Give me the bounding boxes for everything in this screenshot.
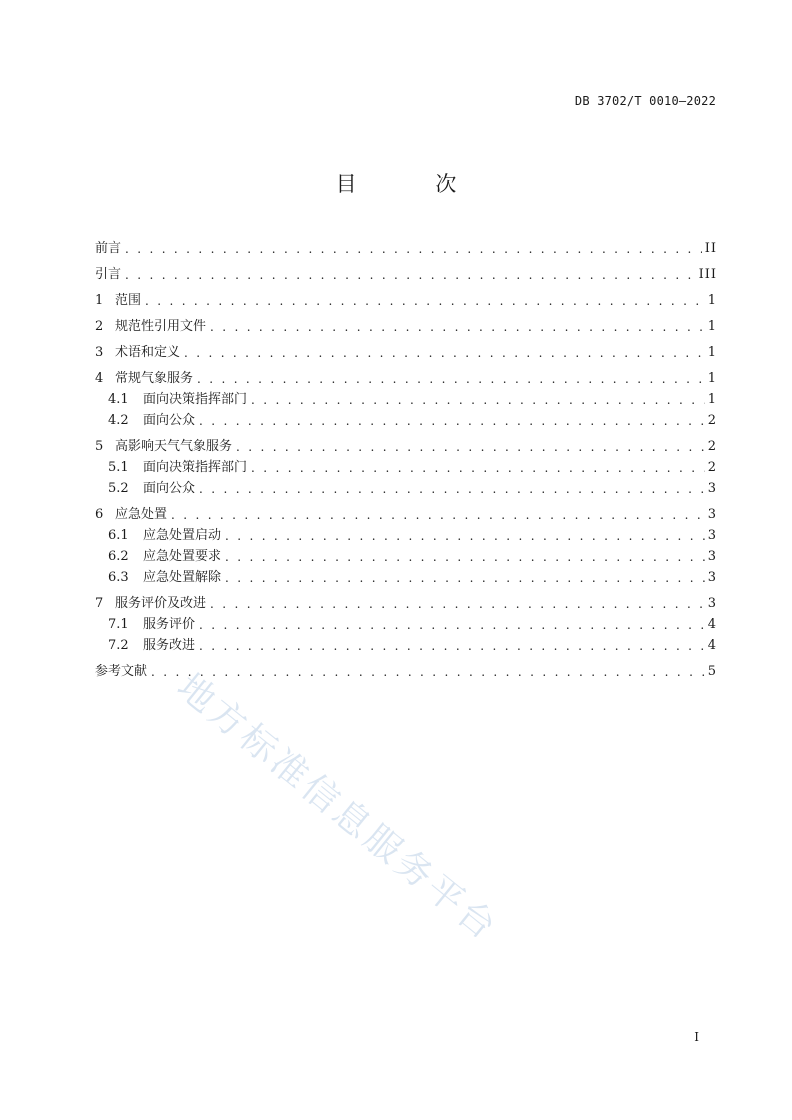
toc-dot-leader xyxy=(225,548,705,566)
toc-dot-leader xyxy=(199,412,705,430)
toc-entry-label: 规范性引用文件 xyxy=(115,319,207,334)
toc-entry[interactable] xyxy=(95,459,717,477)
toc-entry-label: 参考文献 xyxy=(95,664,148,679)
toc-entry-number: 4 xyxy=(95,371,104,386)
toc-entry-page: 1 xyxy=(707,319,717,334)
watermark: 地方标准信息服务平台 xyxy=(169,666,506,950)
toc-entry-label: 应急处置要求 xyxy=(143,549,222,564)
toc-entry[interactable] xyxy=(95,438,717,456)
toc-entry-page: II xyxy=(704,241,717,256)
toc-entry-label: 服务改进 xyxy=(143,638,196,653)
toc-dot-leader xyxy=(184,344,705,362)
page-number: I xyxy=(694,1030,699,1044)
toc-entry-label: 范围 xyxy=(115,293,142,308)
toc-dot-leader xyxy=(199,480,705,498)
toc-entry[interactable] xyxy=(95,480,717,498)
toc-entry-page: 1 xyxy=(707,345,717,360)
toc-entry-number: 4.2 xyxy=(108,413,129,428)
toc-entry-page: 3 xyxy=(707,481,717,496)
toc-entry-page: 2 xyxy=(707,439,717,454)
toc-entry[interactable] xyxy=(95,240,717,258)
toc-dot-leader xyxy=(145,292,705,310)
toc-entry-label: 高影响天气气象服务 xyxy=(115,439,233,454)
toc-dot-leader xyxy=(199,637,705,655)
toc-dot-leader xyxy=(251,459,705,477)
toc-entry[interactable] xyxy=(95,595,717,613)
toc-entry-number: 3 xyxy=(95,345,104,360)
toc-dot-leader xyxy=(236,438,705,456)
toc-entry-number: 6.2 xyxy=(108,549,129,564)
toc-entry-number: 6.1 xyxy=(108,528,129,543)
toc-entry-number: 7.2 xyxy=(108,638,129,653)
toc-entry[interactable] xyxy=(95,318,717,336)
toc-entry-page: 1 xyxy=(707,371,717,386)
toc-entry-page: 3 xyxy=(707,528,717,543)
toc-entry-page: 2 xyxy=(707,413,717,428)
toc-entry-label: 术语和定义 xyxy=(115,345,181,360)
toc-entry[interactable] xyxy=(95,292,717,310)
toc-entry-number: 4.1 xyxy=(108,392,129,407)
toc-entry[interactable] xyxy=(95,344,717,362)
toc-dot-leader xyxy=(151,663,705,681)
toc-entry-label: 应急处置解除 xyxy=(143,570,222,585)
toc-entry-page: 3 xyxy=(707,507,717,522)
toc-dot-leader xyxy=(225,527,705,545)
toc-entry[interactable] xyxy=(95,663,717,681)
toc-dot-leader xyxy=(199,616,705,634)
toc-dot-leader xyxy=(171,506,705,524)
toc-entry-number: 7.1 xyxy=(108,617,129,632)
toc-entry[interactable] xyxy=(95,527,717,545)
toc-entry-page: 1 xyxy=(707,293,717,308)
toc-entry-page: 4 xyxy=(707,617,717,632)
toc-dot-leader xyxy=(210,595,705,613)
toc-entry-page: 3 xyxy=(707,549,717,564)
toc-dot-leader xyxy=(210,318,705,336)
toc-entry-number: 2 xyxy=(95,319,104,334)
toc-dot-leader xyxy=(125,240,702,258)
toc-entry[interactable] xyxy=(95,370,717,388)
toc-entry-label: 引言 xyxy=(95,267,122,282)
toc-entry-label: 面向决策指挥部门 xyxy=(143,392,248,407)
toc-dot-leader xyxy=(125,266,696,284)
toc-entry-number: 5.1 xyxy=(108,460,129,475)
toc-dot-leader xyxy=(251,391,705,409)
toc-entry[interactable] xyxy=(95,412,717,430)
toc-entry-number: 5.2 xyxy=(108,481,129,496)
toc-entry[interactable] xyxy=(95,506,717,524)
toc-entry-number: 6 xyxy=(95,507,104,522)
toc-dot-leader xyxy=(225,569,705,587)
toc-entry-number: 6.3 xyxy=(108,570,129,585)
toc-entry-label: 服务评价 xyxy=(143,617,196,632)
toc-entry[interactable] xyxy=(95,569,717,587)
toc-entry-page: 5 xyxy=(707,664,717,679)
toc-entry-page: 3 xyxy=(707,596,717,611)
toc-entry-number: 5 xyxy=(95,439,104,454)
toc-entry-page: III xyxy=(698,267,717,282)
toc-entry-page: 1 xyxy=(707,392,717,407)
toc-entry-number: 1 xyxy=(95,293,104,308)
toc-dot-leader xyxy=(197,370,705,388)
toc-entry-label: 面向公众 xyxy=(143,413,196,428)
toc-entry[interactable] xyxy=(95,391,717,409)
toc-entry-label: 前言 xyxy=(95,241,122,256)
toc-entry-label: 常规气象服务 xyxy=(115,371,194,386)
toc-entry-number: 7 xyxy=(95,596,104,611)
toc-entry[interactable] xyxy=(95,266,717,284)
toc-entry[interactable] xyxy=(95,637,717,655)
document-code: DB 3702/T 0010—2022 xyxy=(574,94,716,108)
toc-entry-label: 服务评价及改进 xyxy=(115,596,207,611)
table-of-contents xyxy=(95,240,717,681)
toc-entry-label: 面向决策指挥部门 xyxy=(143,460,248,475)
toc-entry-page: 2 xyxy=(707,460,717,475)
toc-title: 目 次 xyxy=(335,172,493,196)
toc-entry-label: 应急处置启动 xyxy=(143,528,222,543)
toc-entry[interactable] xyxy=(95,616,717,634)
toc-entry-page: 4 xyxy=(707,638,717,653)
toc-entry-page: 3 xyxy=(707,570,717,585)
toc-entry-label: 应急处置 xyxy=(115,507,168,522)
toc-entry[interactable] xyxy=(95,548,717,566)
toc-entry-label: 面向公众 xyxy=(143,481,196,496)
